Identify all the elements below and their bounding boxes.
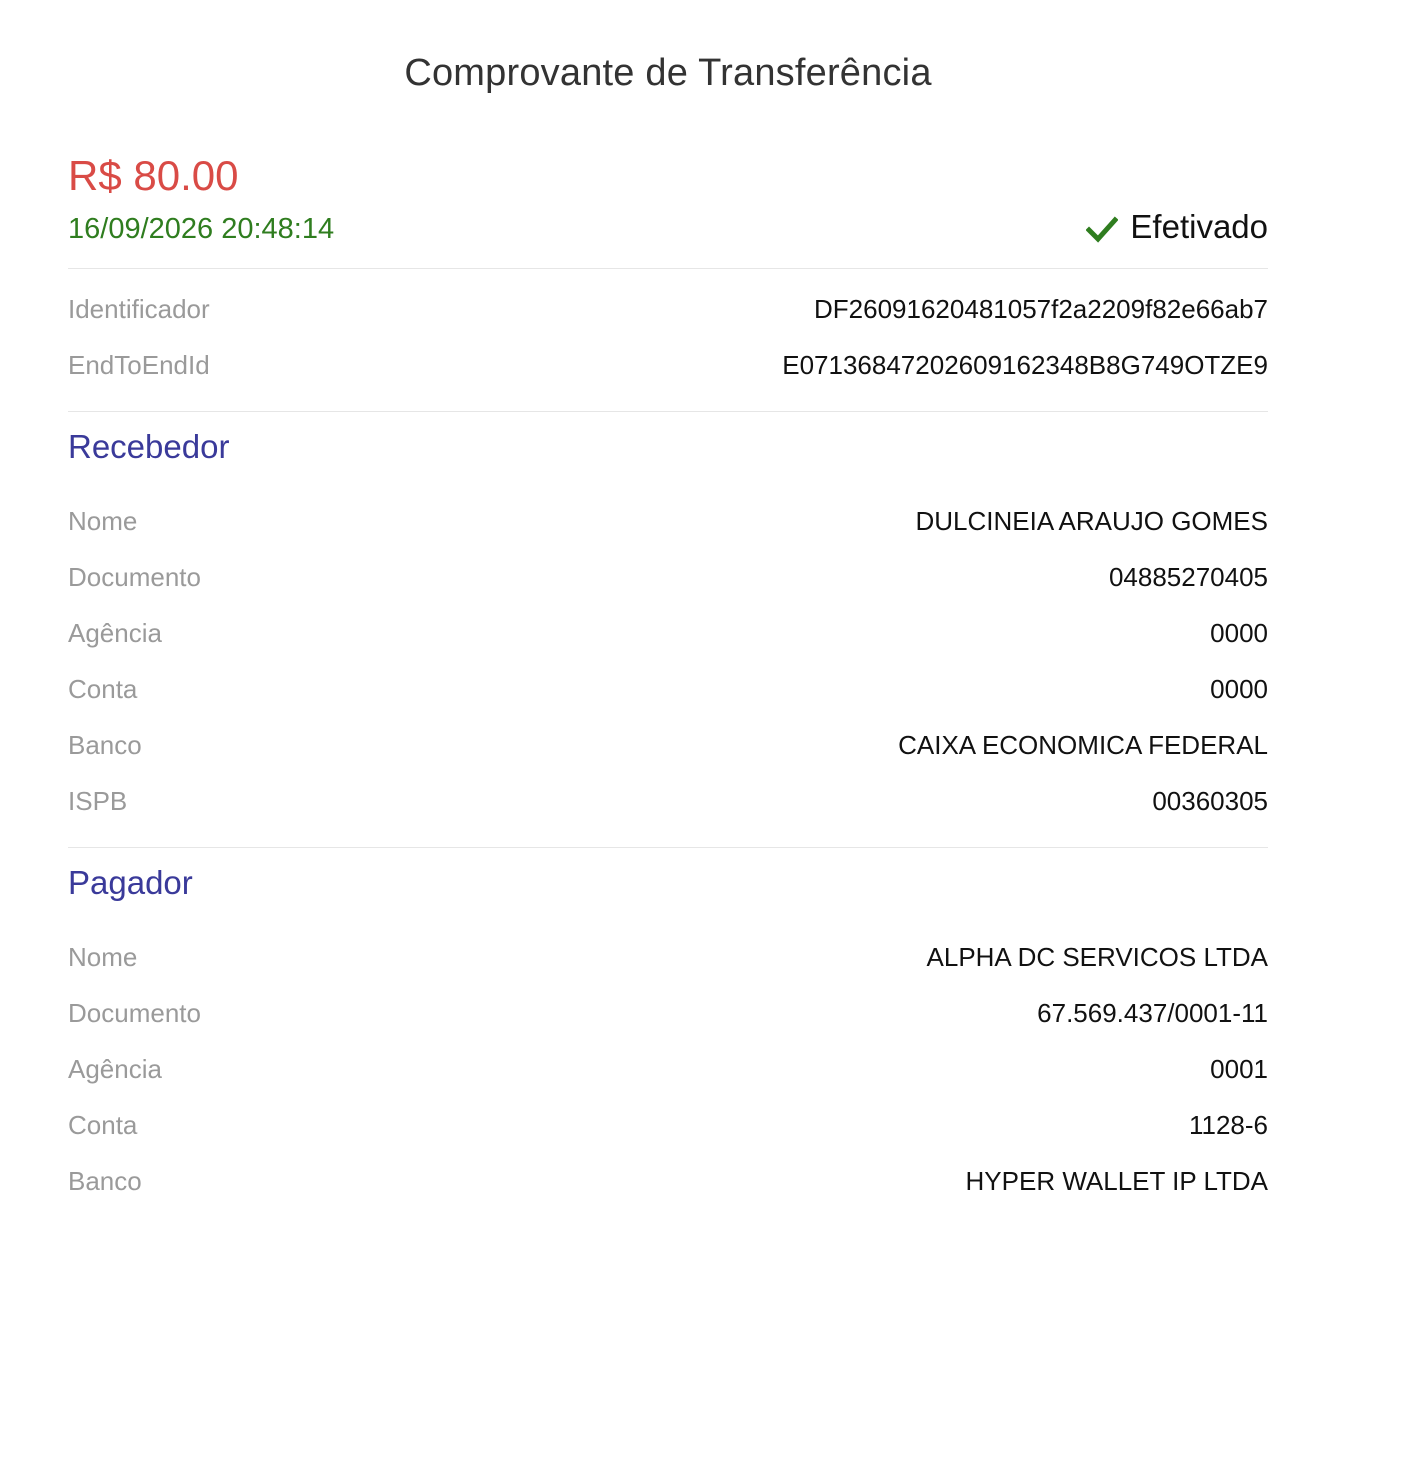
pagador-row <box>68 1054 1268 1085</box>
recebedor-bank-value: CAIXA ECONOMICA FEDERAL <box>898 730 1268 760</box>
pagador-bank-label: Banco <box>68 1166 142 1196</box>
recebedor-name-label: Nome <box>68 506 138 536</box>
transaction-id-row <box>68 294 1268 325</box>
divider <box>68 411 1268 412</box>
recebedor-row <box>68 730 1268 761</box>
pagador-row <box>68 998 1268 1029</box>
recebedor-document-value: 04885270405 <box>1108 562 1268 592</box>
recebedor-row <box>68 562 1268 593</box>
status-label: Efetivado <box>1130 208 1268 245</box>
pagador-account-value: 1128-6 <box>1188 1110 1268 1140</box>
pagador-row <box>68 1110 1268 1141</box>
end-to-end-value: E07136847202609162348B8G749OTZE9 <box>782 350 1268 380</box>
recebedor-ispb-label: ISPB <box>68 786 128 816</box>
pagador-agency-label: Agência <box>68 1054 162 1084</box>
pagador-name-value: ALPHA DC SERVICOS LTDA <box>926 942 1268 972</box>
recebedor-ispb-value: 00360305 <box>1152 786 1268 816</box>
transfer-amount: R$ 80.00 <box>68 152 239 199</box>
recebedor-row <box>68 618 1268 649</box>
recebedor-agency-value: 0000 <box>1210 618 1268 648</box>
divider <box>68 268 1268 269</box>
recebedor-row <box>68 506 1268 537</box>
recebedor-name-value: DULCINEIA ARAUJO GOMES <box>915 506 1268 536</box>
pagador-document-label: Documento <box>68 998 201 1028</box>
recebedor-document-label: Documento <box>68 562 201 592</box>
recebedor-row <box>68 674 1268 705</box>
recebedor-account-value: 0000 <box>1210 674 1268 704</box>
transfer-datetime: 16/09/2026 20:48:14 <box>68 213 335 245</box>
end-to-end-row <box>68 350 1268 381</box>
recebedor-bank-label: Banco <box>68 730 142 760</box>
recebedor-row <box>68 786 1268 817</box>
transaction-id-label: Identificador <box>68 294 210 324</box>
pagador-bank-value: HYPER WALLET IP LTDA <box>965 1166 1268 1196</box>
pagador-row <box>68 942 1268 973</box>
end-to-end-label: EndToEndId <box>68 350 210 380</box>
pagador-heading: Pagador <box>68 864 193 901</box>
recebedor-heading: Recebedor <box>68 428 230 465</box>
recebedor-account-label: Conta <box>68 674 138 704</box>
pagador-name-label: Nome <box>68 942 138 972</box>
recebedor-agency-label: Agência <box>68 618 162 648</box>
pagador-row <box>68 1166 1268 1197</box>
check-icon <box>1086 213 1118 241</box>
status-badge <box>1086 208 1268 246</box>
pagador-agency-value: 0001 <box>1210 1054 1268 1084</box>
divider <box>68 847 1268 848</box>
page-title: Comprovante de Transferência <box>404 52 932 94</box>
transaction-id-value: DF26091620481057f2a2209f82e66ab7 <box>814 294 1268 324</box>
pagador-document-value: 67.569.437/0001-11 <box>1037 998 1268 1028</box>
pagador-account-label: Conta <box>68 1110 138 1140</box>
